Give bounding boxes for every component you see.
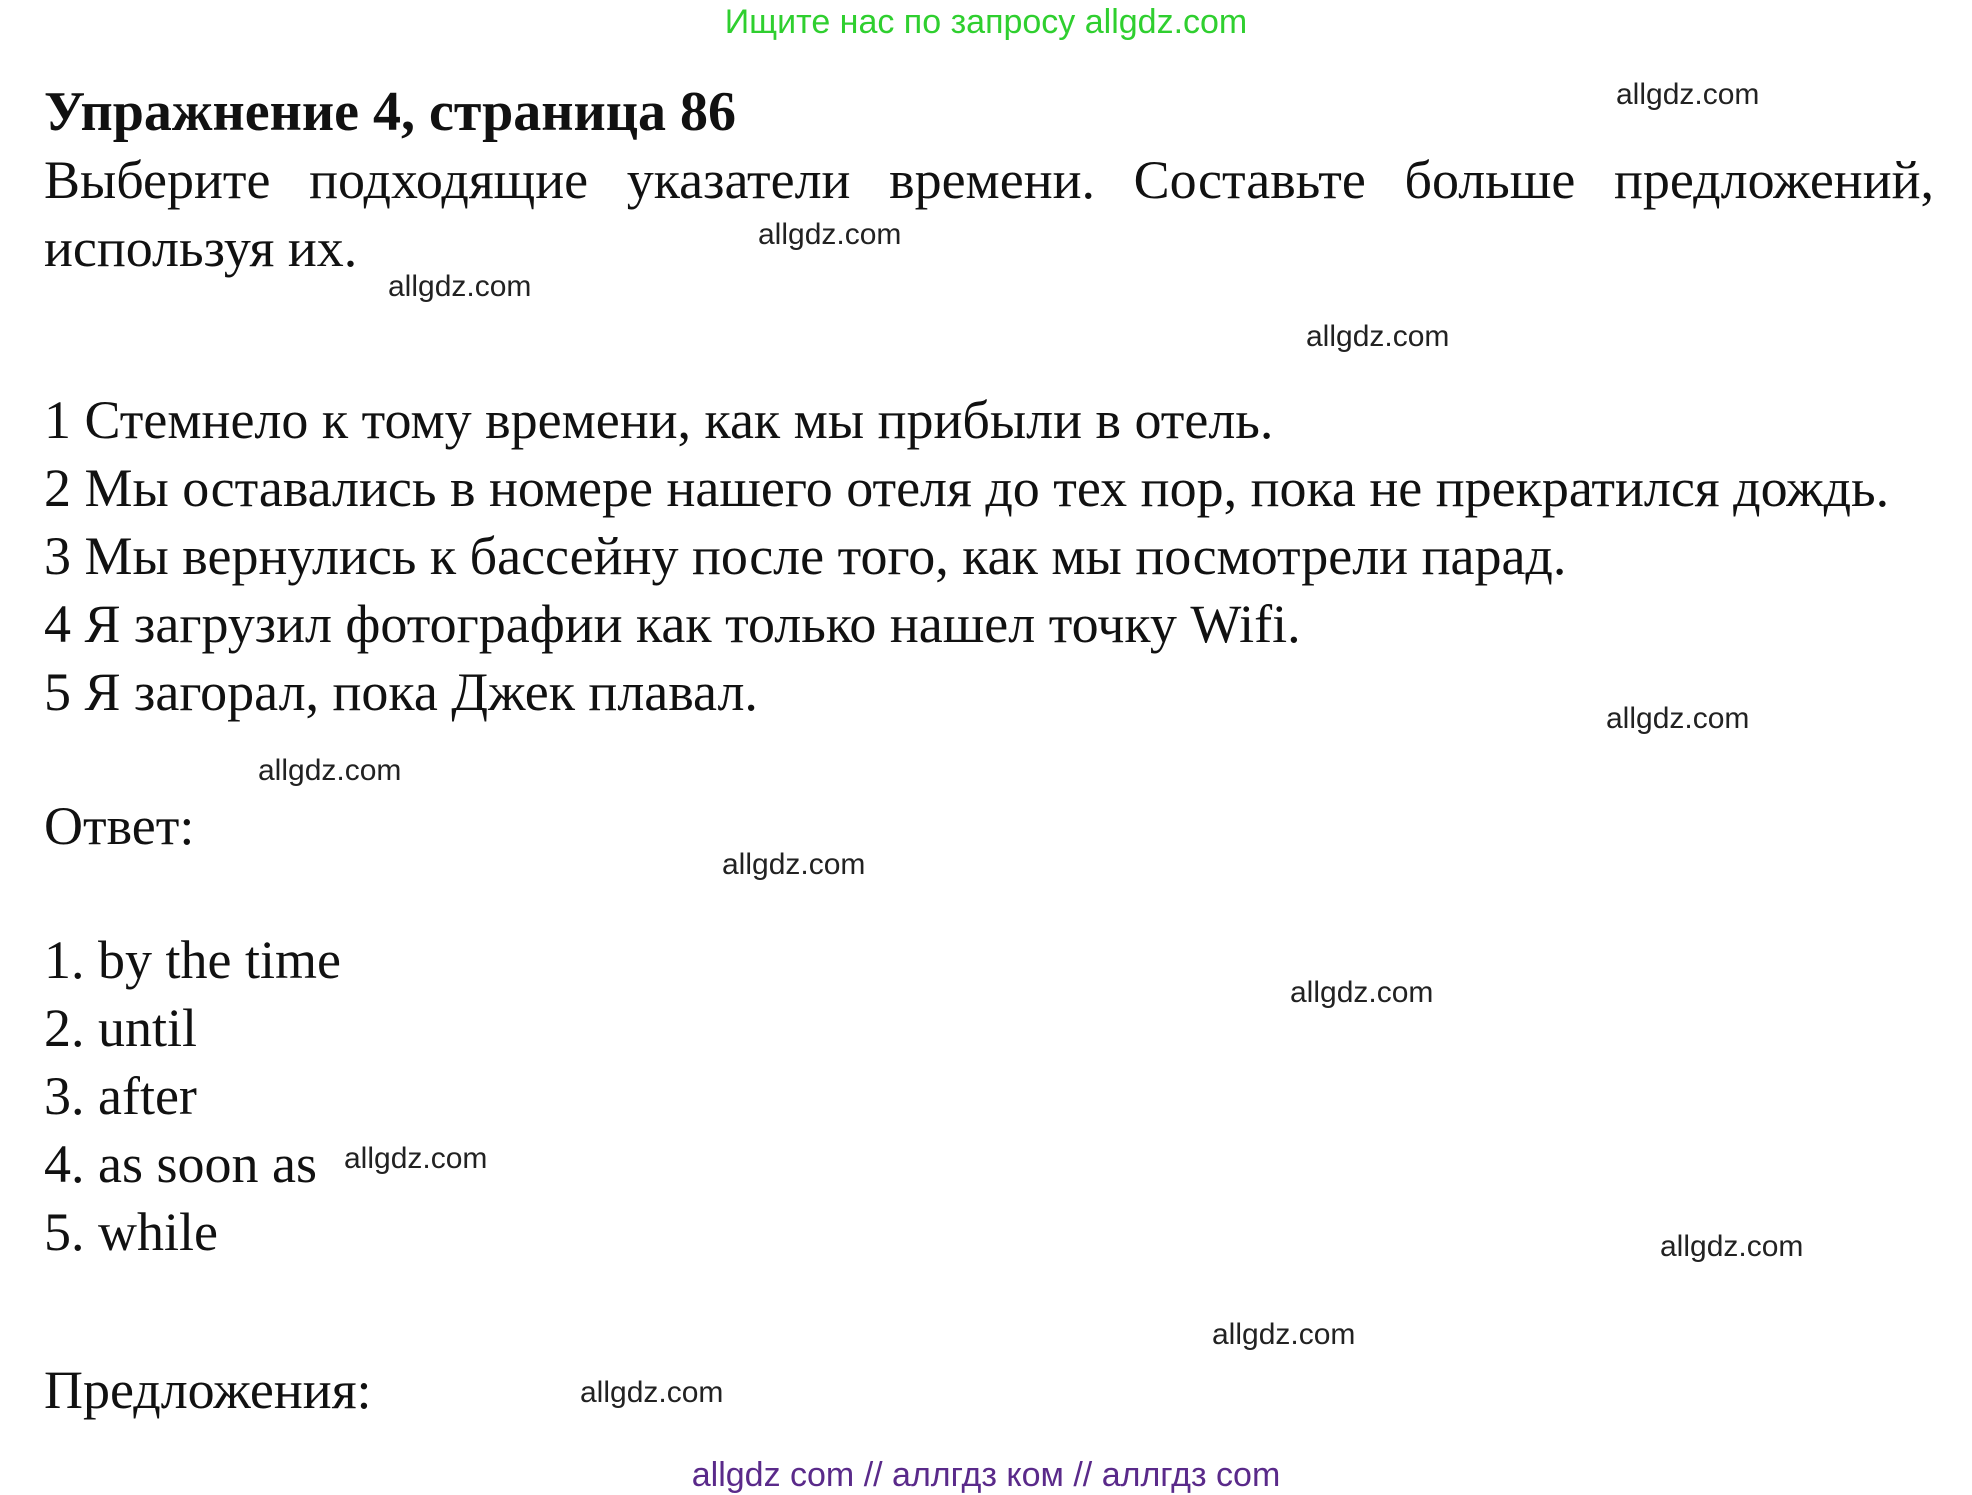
watermark: allgdz.com bbox=[1212, 1318, 1356, 1351]
watermark: allgdz.com bbox=[1290, 976, 1434, 1009]
exercise-title: Упражнение 4, страница 86 bbox=[44, 81, 737, 143]
watermark: allgdz.com bbox=[1616, 78, 1760, 111]
watermark: allgdz.com bbox=[1660, 1230, 1804, 1263]
sentences-label: Предложения: bbox=[44, 1360, 372, 1420]
answer-item-5: 5. while bbox=[44, 1202, 218, 1262]
task-text: Выберите подходящие указатели времени. Составьте больше предложений, используя их. bbox=[44, 150, 1934, 278]
exercise-content bbox=[44, 78, 1934, 1424]
sentence-1: 1 Стемнело к тому времени, как мы прибыли в отель. bbox=[44, 390, 1274, 450]
answer-item-1: 1. by the time bbox=[44, 930, 341, 990]
watermark: allgdz.com bbox=[580, 1376, 724, 1409]
answer-item-4: 4. as soon as bbox=[44, 1134, 317, 1194]
sentence-5: 5 Я загорал, пока Джек плавал. bbox=[44, 662, 758, 722]
watermark: allgdz.com bbox=[388, 270, 532, 303]
sentence-4: 4 Я загрузил фотографии как только нашел точку Wifi. bbox=[44, 594, 1301, 654]
watermark: allgdz.com bbox=[258, 754, 402, 787]
answer-label: Ответ: bbox=[44, 796, 195, 856]
watermark: allgdz.com bbox=[1606, 702, 1750, 735]
footer-text: allgdz com // аллгдз ком // аллгдз com bbox=[691, 1456, 1281, 1494]
answer-item-2: 2. until bbox=[44, 998, 198, 1058]
watermark: allgdz.com bbox=[1306, 320, 1450, 353]
watermark: allgdz.com bbox=[344, 1142, 488, 1175]
sentence-2: 2 Мы оставались в номере нашего отеля до тех пор, пока не прекратился дождь. bbox=[44, 458, 1890, 518]
watermark: allgdz.com bbox=[758, 218, 902, 251]
sentence-3: 3 Мы вернулись к бассейну после того, как мы посмотрели парад. bbox=[44, 526, 1567, 586]
watermark: allgdz.com bbox=[722, 848, 866, 881]
top-banner: Ищите нас по запросу allgdz.com bbox=[724, 3, 1248, 41]
answer-item-3: 3. after bbox=[44, 1066, 197, 1126]
